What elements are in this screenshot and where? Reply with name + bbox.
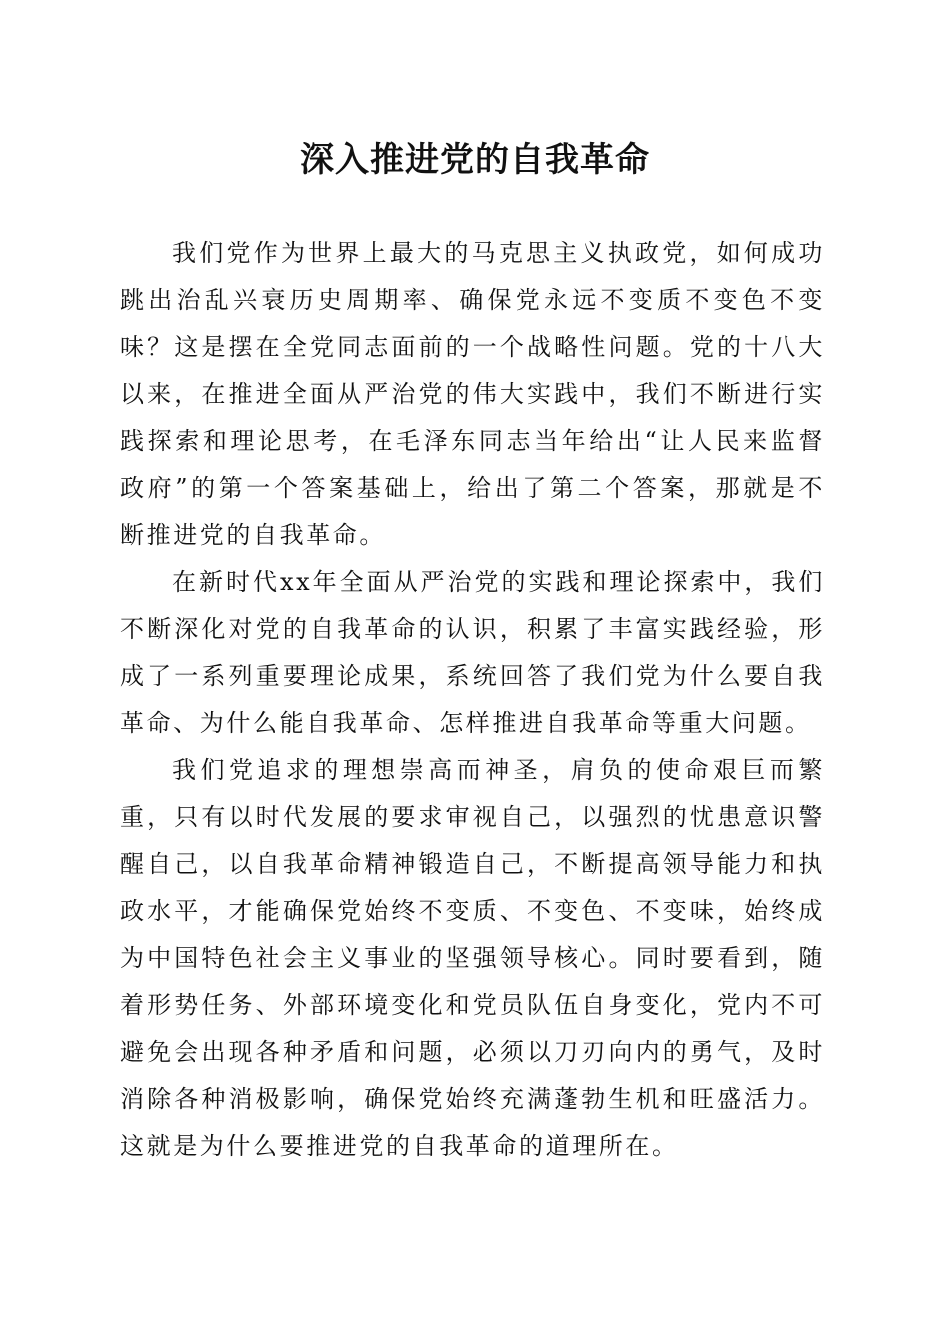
document-title: 深入推进党的自我革命 [300,140,650,180]
paragraph-3: 我们党追求的理想崇高而神圣，肩负的使命艰巨而繁重，只有以时代发展的要求审视自己，以强烈的忧患意识警醒自己，以自我革命精神锻造自己，不断提高领导能力和执政水平，才能确保党始终不变质、不变色、不变味，始终成为中国特色社会主义事业的坚强领导核心。同时要看到，随着形势任务、外部环境变化和党员队伍自身变化，党内不可避免会出现各种矛盾和问题，必须以刀刃向内的勇气，及时消除各种消极影响，确保党始终充满蓬勃生机和旺盛活力。这就是为什么要推进党的自我革命的道理所在。 [120,756,825,1160]
paragraph-2: 在新时代xx年全面从严治党的实践和理论探索中，我们不断深化对党的自我革命的认识，积累了丰富实践经验，形成了一系列重要理论成果，系统回答了我们党为什么要自我革命、为什么能自我革命、怎样推进自我革命等重大问题。 [120,568,825,737]
paragraph-1: 我们党作为世界上最大的马克思主义执政党，如何成功跳出治乱兴衰历史周期率、确保党永远不变质不变色不变味？这是摆在全党同志面前的一个战略性问题。党的十八大以来，在推进全面从严治党的伟大实践中，我们不断进行实践探索和理论思考，在毛泽东同志当年给出“让人民来监督政府”的第一个答案基础上，给出了第二个答案，那就是不断推进党的自我革命。 [120,239,825,549]
document-body [120,230,825,1170]
